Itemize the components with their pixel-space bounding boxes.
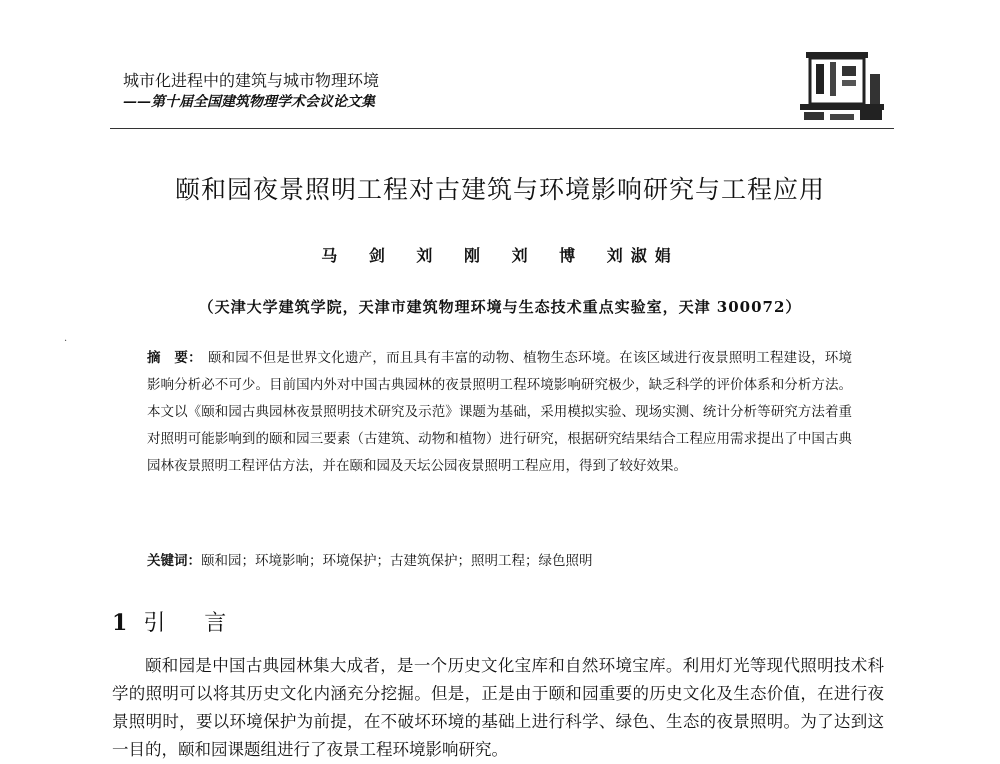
margin-mark: ·	[64, 336, 68, 347]
section-number: 1	[112, 610, 130, 636]
paper-title: 颐和园夜景照明工程对古建筑与环境影响研究与工程应用	[174, 175, 825, 204]
keywords-text: 颐和园；环境影响；环境保护；古建筑保护；照明工程；绿色照明	[201, 553, 593, 569]
running-header	[123, 70, 379, 112]
abstract	[147, 345, 852, 480]
body-paragraph: 颐和园是中国古典园林集大成者，是一个历史文化宝库和自然环境宝库。利用灯光等现代照明技术科学的照明可以将其历史文化内涵充分挖掘。但是，正是由于颐和园重要的历史文化及生态价值，在进行夜景照明时，要以环境保护为前提，在不破坏环境的基础上进行科学、绿色、生态的夜景照明。为了达到这一目的，颐和园课题组进行了夜景工程环境影响研究。	[112, 656, 884, 759]
affiliation: （天津大学建筑学院，天津市建筑物理环境与生态技术重点实验室，天津 300072）	[198, 298, 802, 316]
conference-building-logo	[796, 44, 888, 124]
section-heading	[112, 606, 242, 637]
keywords	[147, 549, 852, 573]
abstract-label: 摘 要：	[147, 350, 202, 366]
abstract-text: 颐和园不但是世界文化遗产，而且具有丰富的动物、植物生态环境。在该区域进行夜景照明工程建设，环境影响分析必不可少。目前国内外对中国古典园林的夜景照明工程环境影响研究极少，缺乏科学的评价体系和分析方法。本文以《颐和园古典园林夜景照明技术研究及示范》课题为基础，采用模拟实验、现场实测、统计分析等研究方法着重对照明可能影响到的颐和园三要素（古建筑、动物和植物）进行研究，根据研究结果结合工程应用需求提出了中国古典园林夜景照明工程评估方法，并在颐和园及天坛公园夜景照明工程应用，得到了较好效果。	[147, 350, 853, 474]
keywords-label: 关键词：	[147, 553, 201, 569]
series-title: 城市化进程中的建筑与城市物理环境	[123, 71, 380, 90]
series-subtitle: ——第十届全国建筑物理学术会议论文集	[123, 94, 375, 110]
author-list: 马 剑 刘 刚 刘 博 刘淑娟	[321, 246, 679, 265]
section-title-text: 引 言	[143, 611, 243, 636]
header-rule	[110, 128, 894, 129]
